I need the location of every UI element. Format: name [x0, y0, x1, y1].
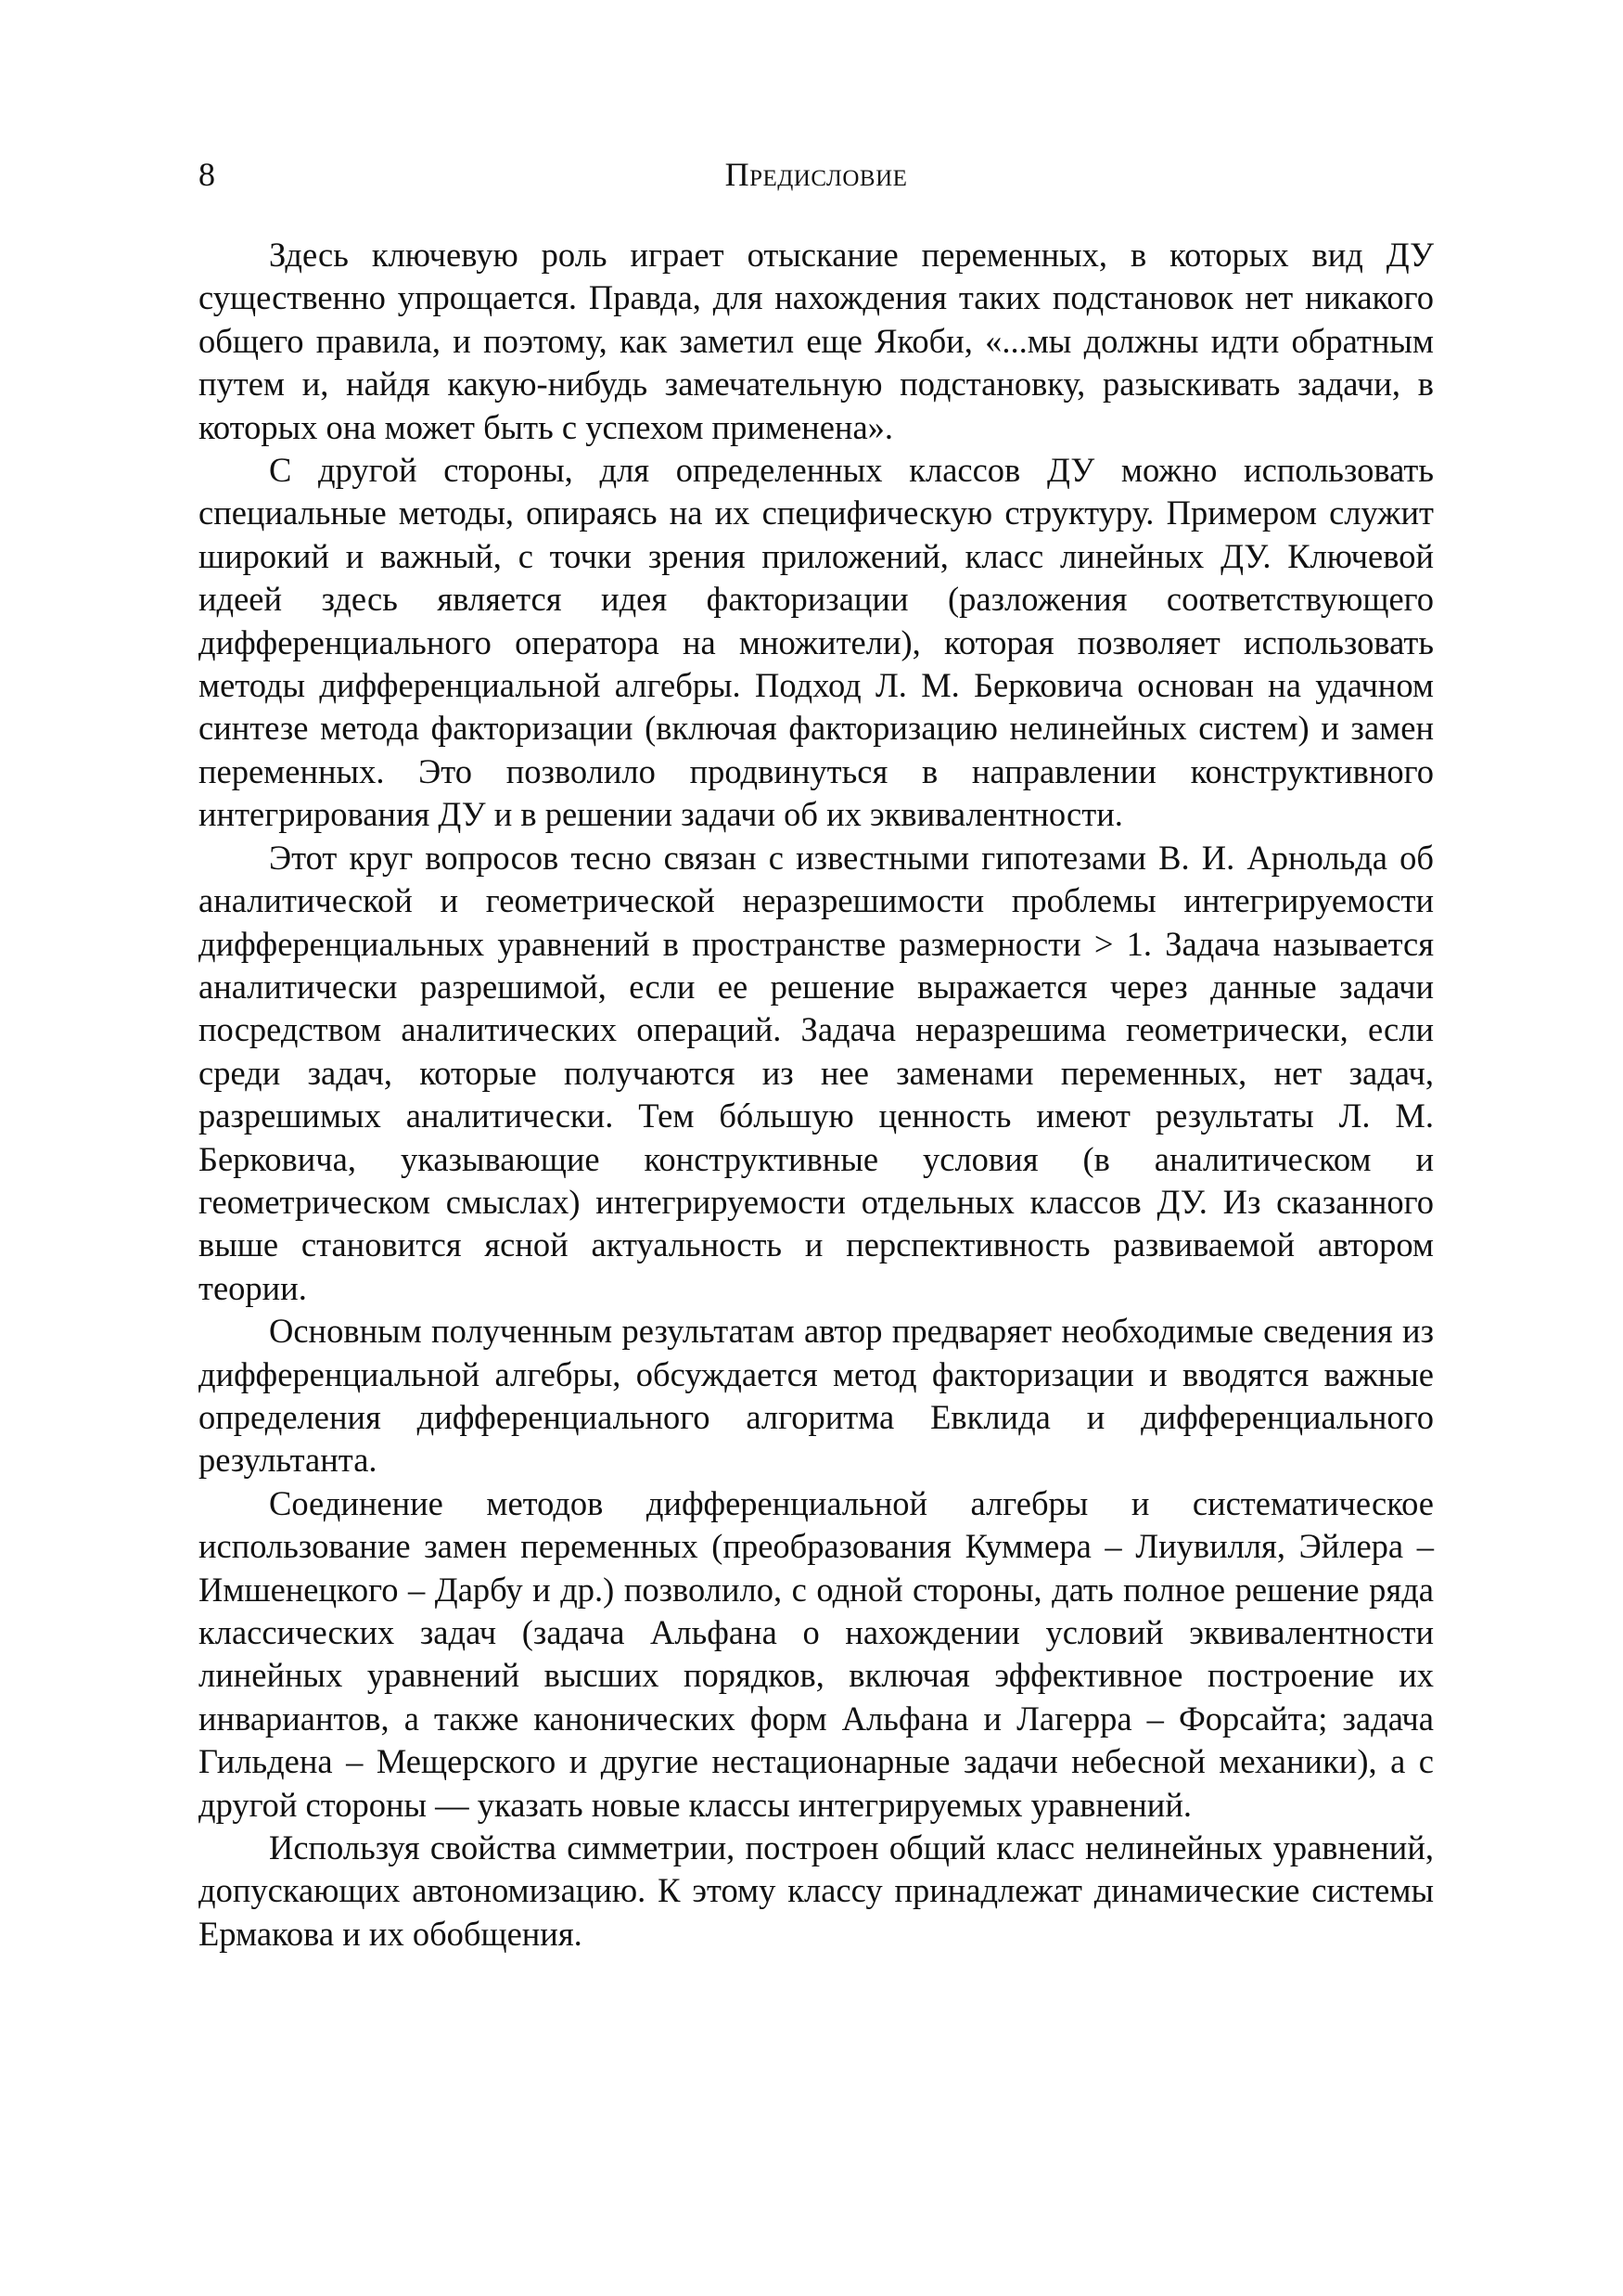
- paragraph-2: С другой стороны, для определенных классов ДУ можно использовать специальные методы, опираясь на их специфическую структуру. Примером служит широкий и важный, с точки зрения приложений, класс линейных ДУ. Ключевой идеей здесь является идея факторизации (разложения соответствующего дифференциального оператора на множители), которая позволяет использовать методы дифференциальной алгебры. Подход Л. М. Берковича основан на удачном синтезе метода факторизации (включая факторизацию нелинейных систем) и замен переменных. Это позволило продвинуться в направлении конструктивного интегрирования ДУ и в решении задачи об их эквивалентности.: [198, 451, 1434, 834]
- paragraph-3: Этот круг вопросов тесно связан с известными гипотезами В. И. Арнольда об аналитической и геометрической неразрешимости проблемы интегрируемости дифференциальных уравнений в пространстве размерности > 1. Задача называется аналитически разрешимой, если ее решение выражается через данные задачи посредством аналитических операций. Задача неразрешима геометрически, если среди задач, которые получаются из нее заменами переменных, нет задач, разрешимых аналитически. Тем бóльшую ценность имеют результаты Л. М. Берковича, указывающие конструктивные условия (в аналитическом и геометрическом смыслах) интегрируемости отдельных классов ДУ. Из сказанного выше становится ясной актуальность и перспективность развиваемой автором теории.: [198, 838, 1434, 1307]
- body-text: [198, 234, 1434, 1956]
- running-title: Предисловие: [724, 156, 908, 193]
- paragraph-6: Используя свойства симметрии, построен общий класс нелинейных уравнений, допускающих автономизацию. К этому классу принадлежат динамические системы Ермакова и их обобщения.: [198, 1828, 1434, 1953]
- running-header: [198, 151, 1434, 198]
- paragraph-1: Здесь ключевую роль играет отыскание переменных, в которых вид ДУ существенно упрощается. Правда, для нахождения таких подстановок нет никакого общего правила, и поэтому, как заметил еще Якоби, «...мы должны идти обратным путем и, найдя какую-нибудь замечательную подстановку, разыскивать задачи, в которых она может быть с успехом применена».: [198, 236, 1434, 446]
- paragraph-5: Соединение методов дифференциальной алгебры и систематическое использование замен переменных (преобразования Куммера – Лиувилля, Эйлера – Имшенецкого – Дарбу и др.) позволило, с одной стороны, дать полное решение ряда классических задач (задача Альфана о нахождении условий эквивалентности линейных уравнений высших порядков, включая эффективное построение их инвариантов, а также канонических форм Альфана и Лагерра – Форсайта; задача Гильдена – Мещерского и другие нестационарные задачи небесной механики), а с другой стороны — указать новые классы интегрируемых уравнений.: [198, 1483, 1434, 1824]
- page-number: 8: [198, 156, 215, 193]
- paragraph-4: Основным полученным результатам автор предваряет необходимые сведения из дифференциальной алгебры, обсуждается метод факторизации и вводятся важные определения дифференциального алгоритма Евклида и дифференциального результанта.: [198, 1312, 1434, 1480]
